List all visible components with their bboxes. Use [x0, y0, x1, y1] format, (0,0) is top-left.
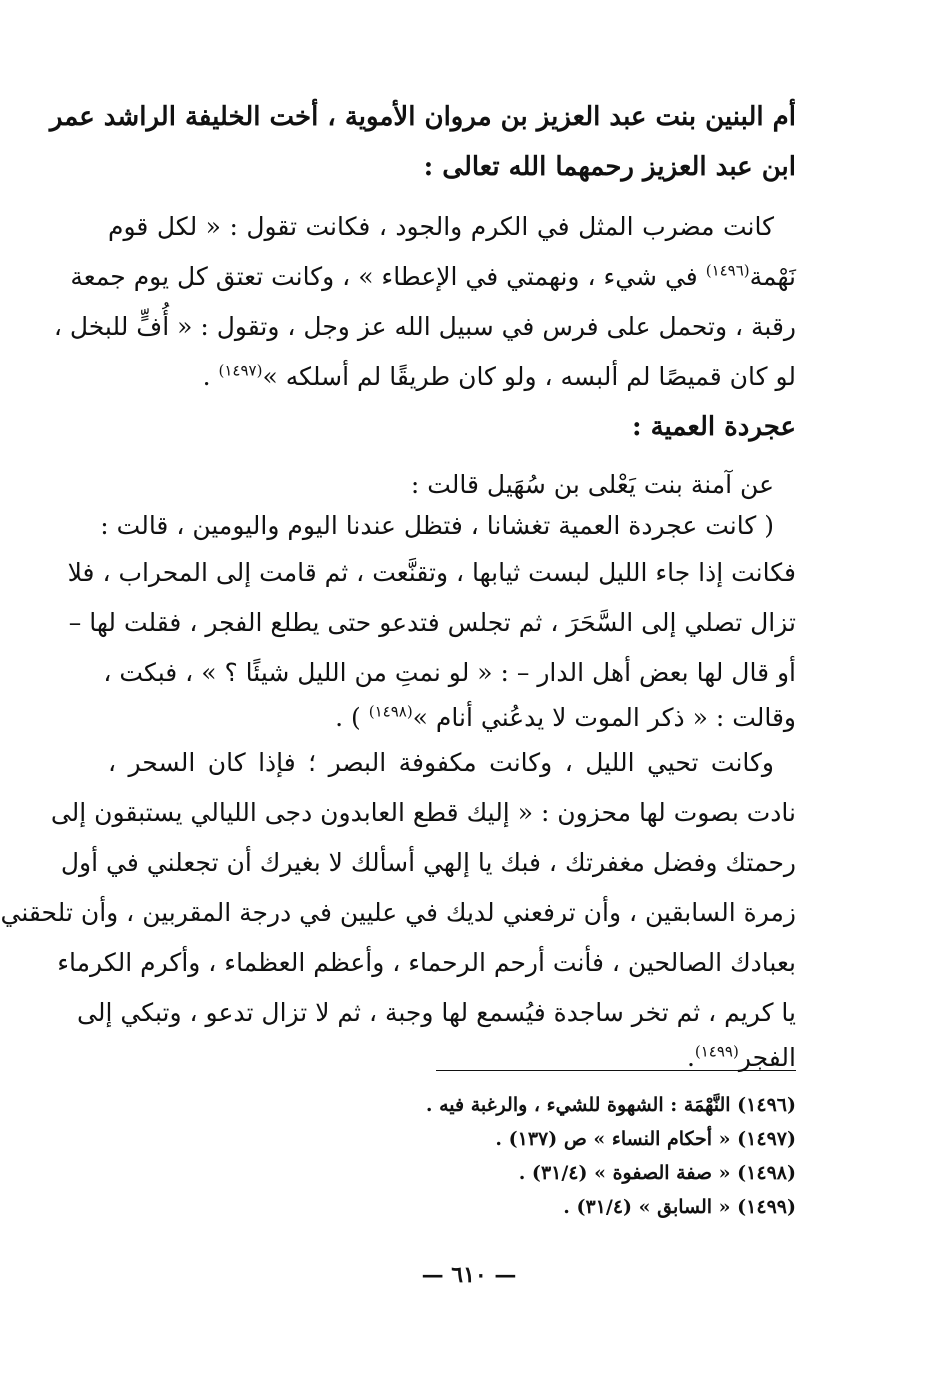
footnote-separator	[436, 1070, 796, 1071]
paragraph-line: رقبة ، وتحمل على فرس في سبيل الله عز وجل ، وتقول : « أُفٍّ للبخل ،	[53, 312, 796, 341]
footnote-ref: (١٤٩٧)	[218, 361, 263, 380]
paragraph-line: أو قال لها بعض أهل الدار – : « لو نمتِ من الليل شيئًا ؟ » ، فبكت ،	[103, 658, 796, 687]
paragraph-line: يا كريم ، ثم تخر ساجدة فيُسمع لها وجبة ، ثم لا تزال تدعو ، وتبكي إلى	[77, 998, 796, 1027]
paragraph-line: نَهْمة$^{(١٤٩٦)}$ في شيء ، ونهمتي في الإعطاء » ، وكانت تعتق كل يوم جمعة	[70, 261, 796, 291]
footnote: (١٤٩٧) « أحكام النساء » ص (١٣٧) .	[495, 1128, 796, 1150]
paragraph-line: نادت بصوت لها محزون : « إليك قطع العابدون دجى الليالي يستبقون إلى	[50, 798, 796, 827]
footnote-ref: (١٤٩٩)	[694, 1042, 739, 1061]
paragraph-line: ( كانت عجردة العمية تغشانا ، فتظل عندنا اليوم واليومين ، قالت :	[100, 511, 774, 540]
paragraph-line: بعبادك الصالحين ، فأنت أرحم الرحماء ، وأعظم العظماء ، وأكرم الكرماء	[57, 948, 796, 977]
footnote: (١٤٩٦) النَّهْمَة : الشهوة للشيء ، والرغبة فيه .	[425, 1094, 796, 1116]
paragraph-line: وكانت تحيي الليل ، وكانت مكفوفة البصر ؛ فإذا كان السحر ،	[108, 748, 774, 777]
paragraph-line: الفجر$^{(١٤٩٩)}$.	[686, 1042, 796, 1072]
footnote: (١٤٩٩) « السابق » (٣١/٤) .	[563, 1196, 796, 1218]
paragraph-line: رحمتك وفضل مغفرتك ، فبك يا إلهي أسألك لا بغيرك أن تجعلني في أول	[60, 848, 796, 877]
page-body	[0, 92, 796, 1078]
paragraph-line: عن آمنة بنت يَعْلى بن سُهَيل قالت :	[410, 470, 774, 499]
section-heading: عجردة العمية :	[631, 412, 796, 442]
paragraph-line: تزال تصلي إلى السَّحَرَ ، ثم تجلس فتدعو حتى يطلع الفجر ، فقلت لها –	[68, 608, 796, 637]
footnotes	[276, 1088, 796, 1224]
paragraph-line: زمرة السابقين ، وأن ترفعني لديك في عليين في درجة المقربين ، وأن تلحقني	[0, 898, 796, 927]
entry-heading-line-1: أم البنين بنت عبد العزيز بن مروان الأموية ، أخت الخليفة الراشد عمر	[49, 102, 796, 132]
paragraph-line: وقالت : « ذكر الموت لا يدعُني أنام »$^{(١٤٩٨)}$ ) .	[335, 702, 796, 732]
paragraph-line: كانت مضرب المثل في الكرم والجود ، فكانت تقول : « لكل قوم	[108, 212, 774, 241]
entry-heading-line-2: ابن عبد العزيز رحمهما الله تعالى :	[423, 152, 796, 182]
footnote-ref: (١٤٩٨)	[368, 702, 413, 721]
footnote-ref: (١٤٩٦)	[705, 261, 750, 280]
paragraph-line: فكانت إذا جاء الليل لبست ثيابها ، وتقنَّعت ، ثم قامت إلى المحراب ، فلا	[67, 558, 796, 587]
paragraph-line: لو كان قميصًا لم ألبسه ، ولو كان طريقًا لم أسلكه »$^{(١٤٩٧)}$ .	[202, 361, 796, 391]
footnote: (١٤٩٨) « صفة الصفوة » (٣١/٤) .	[518, 1162, 796, 1184]
page-number: — ٦١٠ —	[421, 1262, 517, 1288]
